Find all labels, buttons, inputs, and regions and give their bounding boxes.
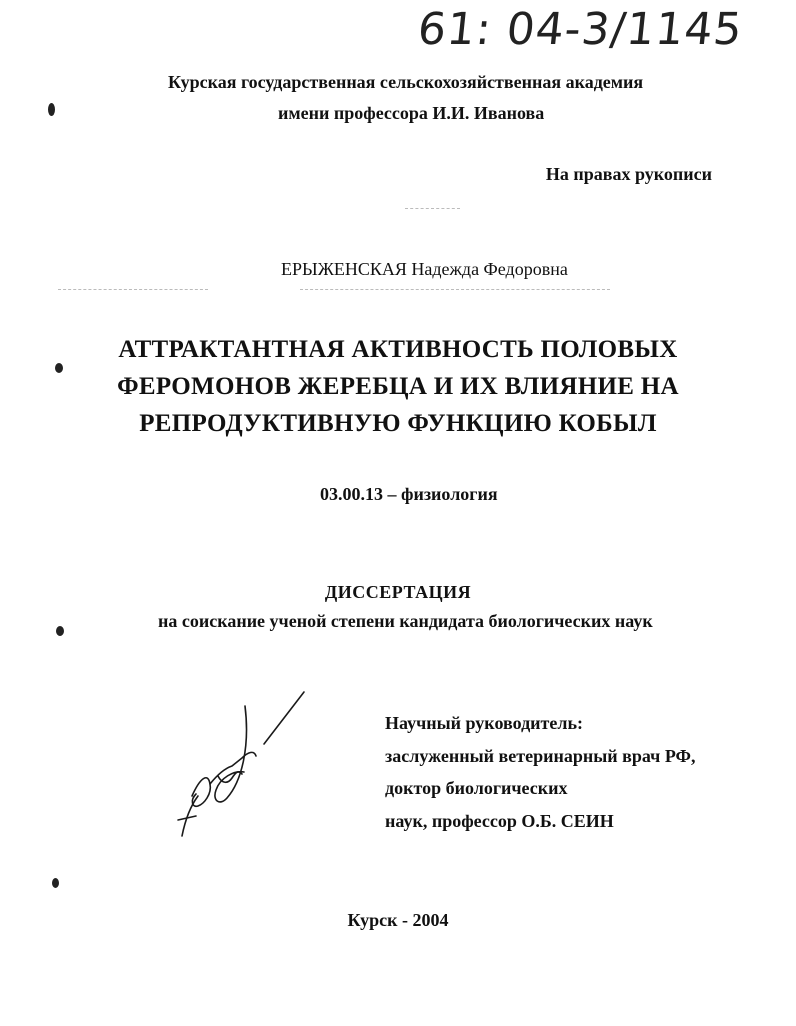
dissertation-title — [0, 331, 796, 442]
author-name: ЕРЫЖЕНСКАЯ Надежда Федоровна — [281, 259, 568, 279]
document-type: ДИССЕРТАЦИЯ — [324, 582, 472, 602]
degree-line: на соискание ученой степени кандидата биологических наук — [158, 611, 653, 631]
specialty: 03.00.13 – физиология — [320, 484, 498, 504]
signature-scribble — [172, 686, 322, 846]
supervisor-line: наук, профессор О.Б. СЕИН — [385, 810, 614, 831]
scan-dash — [300, 289, 610, 290]
archive-stamp: 61: 04-3/1145 — [415, 4, 746, 55]
title-line: АТТРАКТАНТНАЯ АКТИВНОСТЬ ПОЛОВЫХ — [118, 336, 678, 363]
title-line: ФЕРОМОНОВ ЖЕРЕБЦА И ИХ ВЛИЯНИЕ НА — [117, 373, 679, 400]
scan-dash — [405, 208, 460, 209]
scan-speck — [52, 878, 59, 888]
supervisor-line: заслуженный ветеринарный врач РФ, — [385, 745, 696, 766]
institution-named-after: имени профессора И.И. Иванова — [278, 103, 545, 123]
title-line: РЕПРОДУКТИВНУЮ ФУНКЦИЮ КОБЫЛ — [139, 410, 657, 437]
supervisor-line: доктор биологических — [385, 778, 568, 798]
scan-speck — [55, 363, 63, 373]
supervisor-label: Научный руководитель: — [385, 713, 583, 733]
city-year: Курск - 2004 — [347, 910, 449, 930]
supervisor-block — [385, 707, 695, 837]
scan-speck — [48, 103, 55, 116]
scan-dash — [58, 289, 208, 290]
scan-speck — [56, 626, 64, 636]
institution-name: Курская государственная сельскохозяйственная академия — [168, 72, 644, 92]
manuscript-note: На правах рукописи — [545, 164, 712, 184]
